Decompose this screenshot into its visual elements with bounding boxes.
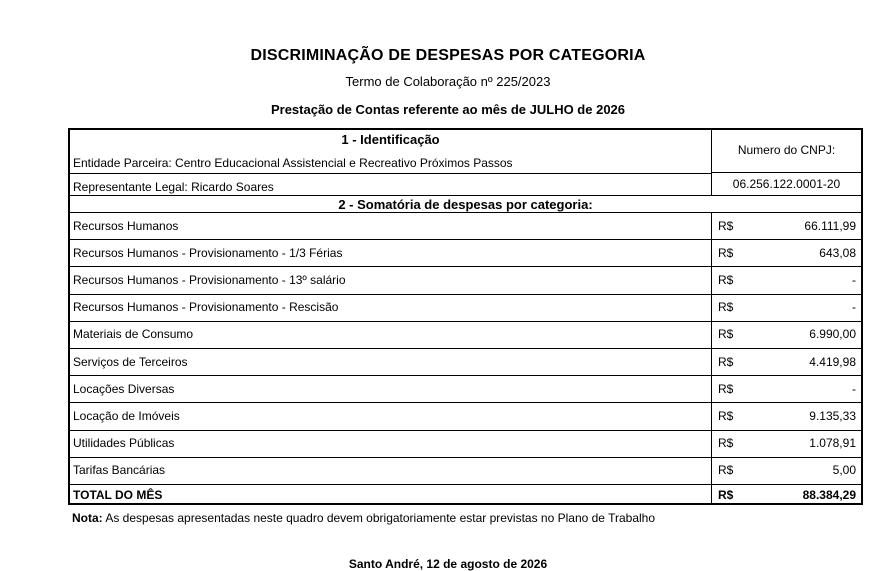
- row-divider: [70, 375, 861, 376]
- document-title: DISCRIMINAÇÃO DE DESPESAS POR CATEGORIA: [250, 47, 646, 64]
- row-divider: [70, 239, 861, 240]
- row-divider: [70, 266, 861, 267]
- footnote-text: As despesas apresentadas neste quadro devem obrigatoriamente estar previstas no Plano de Trabalho: [105, 511, 656, 525]
- expense-value: 1.078,91: [809, 436, 856, 451]
- expense-currency: R$: [718, 463, 734, 478]
- expense-category: Tarifas Bancárias: [73, 463, 166, 478]
- place-and-date: Santo André, 12 de agosto de 2026: [348, 557, 548, 571]
- partner-entity: Entidade Parceira: Centro Educacional Assistencial e Recreativo Próximos Passos: [73, 156, 513, 170]
- row-divider: [70, 457, 861, 458]
- expense-value: 9.135,33: [809, 409, 856, 423]
- expense-category: Recursos Humanos - Provisionamento - Rescisão: [73, 300, 339, 315]
- expense-category: Recursos Humanos - Provisionamento - 13º salário: [73, 273, 346, 287]
- expense-currency: R$: [718, 436, 734, 451]
- total-label: TOTAL DO MÊS: [73, 488, 163, 502]
- expense-currency: R$: [718, 354, 734, 369]
- row-divider: [70, 430, 861, 431]
- footnote-label: Nota:: [72, 511, 103, 525]
- expense-category: Locação de Imóveis: [73, 409, 180, 423]
- expense-currency: R$: [718, 245, 734, 260]
- report-period: Prestação de Contas referente ao mês de JULHO de 2026: [270, 102, 626, 117]
- expense-currency: R$: [718, 327, 734, 342]
- row-divider: [70, 402, 861, 403]
- expenses-section-title: 2 - Somatória de despesas por categoria:: [338, 197, 593, 212]
- expense-value: 5,00: [832, 463, 856, 478]
- expense-value: 643,08: [819, 245, 856, 260]
- expense-category: Locações Diversas: [73, 381, 175, 396]
- legal-representative: Representante Legal: Ricardo Soares: [73, 180, 274, 194]
- expense-value: 4.419,98: [809, 354, 856, 369]
- divider: [711, 172, 861, 173]
- divider: [70, 195, 861, 196]
- row-divider: [70, 321, 861, 322]
- expense-category: Recursos Humanos: [73, 218, 179, 233]
- cnpj-value: 06.256.122.0001-20: [732, 177, 841, 191]
- expense-value: -: [852, 381, 856, 396]
- expense-category: Materiais de Consumo: [73, 327, 194, 342]
- cnpj-label: Numero do CNPJ:: [737, 143, 836, 157]
- expense-sheet: [68, 128, 863, 505]
- footnote: [72, 511, 655, 525]
- expense-category: Recursos Humanos - Provisionamento - 1/3 Férias: [73, 245, 343, 260]
- divider: [70, 212, 861, 213]
- identification-section-title: 1 - Identificação: [341, 132, 440, 147]
- divider: [70, 173, 711, 174]
- expense-currency: R$: [718, 300, 734, 315]
- expense-category: Serviços de Terceiros: [73, 354, 188, 369]
- expense-currency: R$: [718, 273, 734, 287]
- expense-value: 6.990,00: [809, 327, 856, 342]
- total-value: 88.384,29: [802, 488, 856, 502]
- expense-value: -: [852, 273, 856, 287]
- row-divider: [70, 484, 861, 485]
- divider: [711, 130, 712, 195]
- expense-currency: R$: [718, 381, 734, 396]
- row-divider: [70, 348, 861, 349]
- expense-value: -: [852, 300, 856, 315]
- expense-currency: R$: [718, 218, 734, 233]
- expense-category: Utilidades Públicas: [73, 436, 175, 451]
- document-subtitle: Termo de Colaboração nº 225/2023: [345, 74, 551, 89]
- row-divider: [70, 294, 861, 295]
- divider: [711, 212, 712, 504]
- expense-currency: R$: [718, 409, 734, 423]
- expense-value: 66.111,99: [804, 218, 856, 233]
- total-currency: R$: [718, 488, 734, 502]
